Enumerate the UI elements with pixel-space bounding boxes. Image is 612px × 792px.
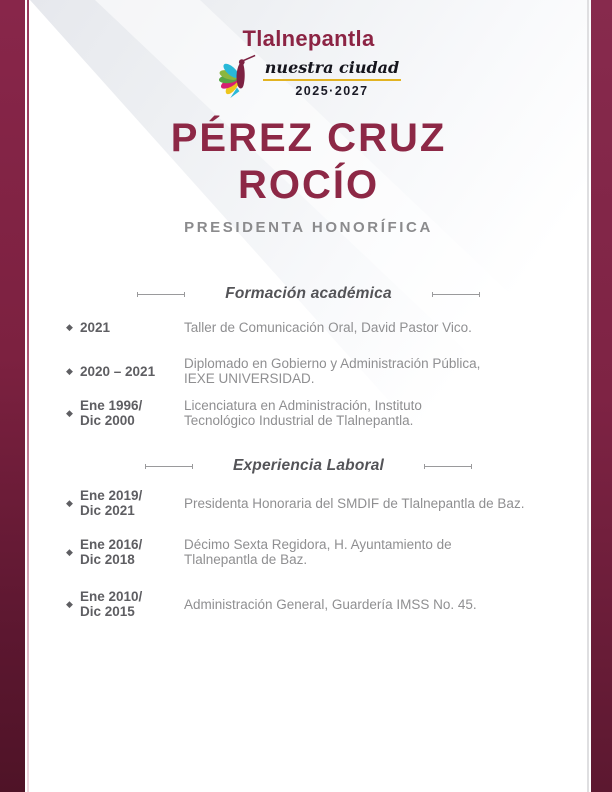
entry-dates: Ene 2010/ Dic 2015 <box>80 589 143 619</box>
person-role: PRESIDENTA HONORÍFICA <box>184 219 433 236</box>
section-title: Formación académica <box>225 285 392 302</box>
diamond-bullet-icon: ◆ <box>66 546 73 557</box>
entry-description: Taller de Comunicación Oral, David Pastor Vico. <box>184 320 472 335</box>
entry-description: Presidenta Honoraria del SMDIF de Tlalnepantla de Baz. <box>184 495 525 511</box>
work-entry <box>28 488 589 518</box>
entry-description: Administración General, Guardería IMSS No. 45. <box>184 596 477 612</box>
diamond-bullet-icon: ◆ <box>66 497 73 508</box>
diamond-bullet-icon: ◆ <box>66 598 73 609</box>
heading-rule-left <box>145 466 193 467</box>
entry-description: Décimo Sexta Regidora, H. Ayuntamiento de Tlalnepantla de Baz. <box>184 537 452 567</box>
academic-entry <box>28 398 589 428</box>
academic-entry <box>28 356 589 386</box>
diamond-bullet-icon: ◆ <box>66 407 73 418</box>
heading-rule-right <box>424 466 472 467</box>
entry-dates: 2021 <box>80 320 111 335</box>
logo-text-block <box>263 53 401 98</box>
academic-entry <box>28 320 589 335</box>
section-title: Experiencia Laboral <box>232 457 385 474</box>
entry-description: Diplomado en Gobierno y Administración Pública, IEXE UNIVERSIDAD. <box>184 356 481 386</box>
logo-city-name: Tlalnepantla <box>242 26 375 51</box>
entry-dates: Ene 1996/ Dic 2000 <box>80 398 143 428</box>
person-name-line1: PÉREZ CRUZ <box>170 116 447 160</box>
diamond-bullet-icon: ◆ <box>66 322 73 332</box>
logo-tagline: nuestra ciudad <box>263 58 401 81</box>
work-entry <box>28 589 589 619</box>
heading-rule-right <box>432 294 480 295</box>
section-work <box>28 457 589 619</box>
entry-description: Licenciatura en Administración, Instituto Tecnológico Industrial de Tlalnepantla. <box>184 398 422 428</box>
section-heading-row <box>28 285 589 303</box>
person-name-line2: ROCÍO <box>237 163 380 207</box>
entry-dates: Ene 2016/ Dic 2018 <box>80 537 143 567</box>
section-academic <box>28 285 589 428</box>
section-heading-row <box>28 457 589 475</box>
entry-dates: Ene 2019/ Dic 2021 <box>80 488 143 518</box>
hummingbird-icon <box>216 53 258 99</box>
header <box>28 26 589 236</box>
person-name <box>28 115 589 209</box>
work-entry <box>28 537 589 567</box>
right-edge-bar <box>591 0 612 792</box>
entry-dates: 2020 – 2021 <box>80 363 156 379</box>
heading-rule-left <box>137 294 185 295</box>
left-edge-bar <box>0 0 25 792</box>
logo-period: 2025·2027 <box>295 84 369 98</box>
logo-lockup <box>28 53 589 101</box>
diamond-bullet-icon: ◆ <box>66 365 73 376</box>
